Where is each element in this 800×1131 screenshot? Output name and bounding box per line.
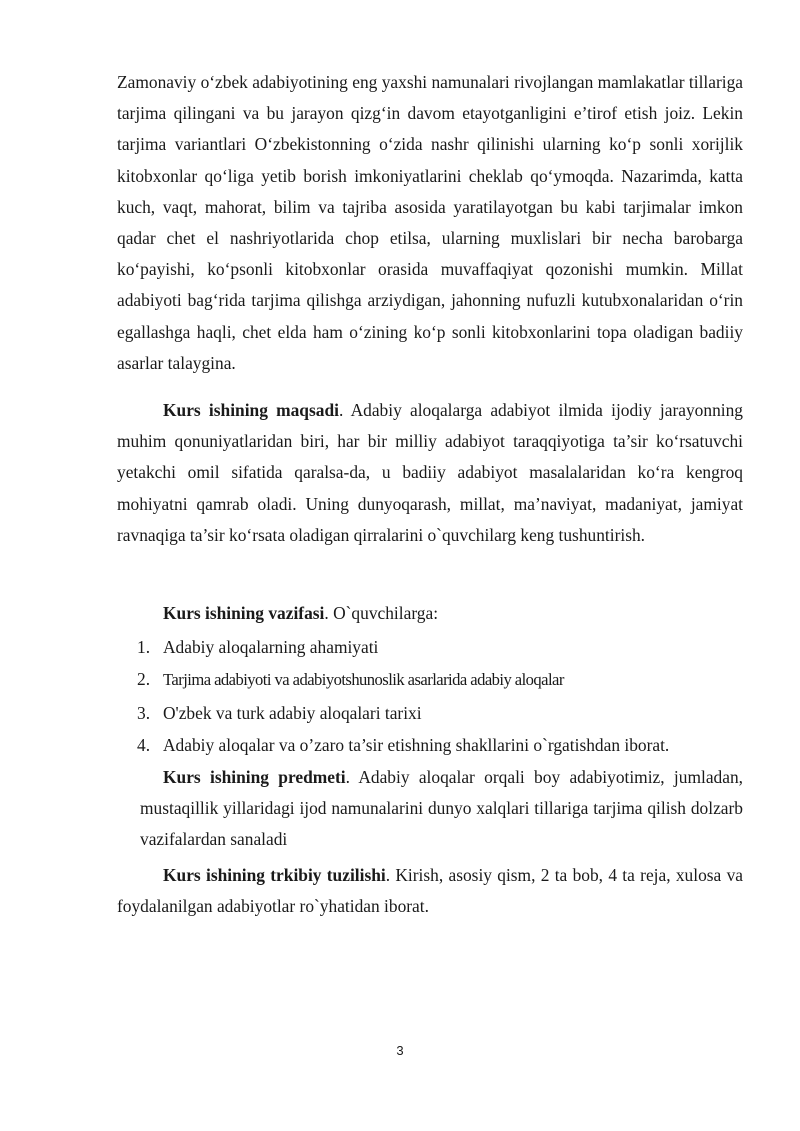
intro-paragraph: Zamonaviy o‘zbek adabiyotining eng yaxshi namunalari rivojlangan mamlakatlar tillariga tarjima qilingani va bu jarayon qizg‘in davom etayotganligini e’tirof etish joiz. Lekin tarjima variantlari O‘zbekistonning o‘zida nashr qilinishi ularning ko‘p sonli xorijlik kitobxonlar qo‘liga yetib borish imkoniyatlarini cheklab qo‘ymoqda. Nazarimda, katta kuch, vaqt, mahorat, bilim va tajriba asosida yaratilayotgan bu kabi tarjimalar imkon qadar chet el nashriyotlarida chop etilsa, ularning muxlislari bir necha barobarga ko‘payishi, ko‘psonli kitobxonlar orasida muvaffaqiyat qozonishi mumkin. Millat adabiyoti bag‘rida tarjima qilishga arziydigan, jahonning nufuzli kutubxonalaridan o‘rin egallashga haqli, chet elda ham o‘zining ko‘p sonli kitobxonlarini topa oladigan badiiy asarlar talaygina. <box>117 72 743 373</box>
list-item <box>117 697 743 729</box>
list-item <box>117 663 743 696</box>
structure-paragraph <box>117 860 743 922</box>
list-item <box>117 729 743 761</box>
subject-paragraph <box>140 762 743 856</box>
page-number: 3 <box>396 1043 404 1058</box>
subject-text: . Adabiy aloqalar orqali boy adabiyotimiz, jumladan, mustaqillik yillaridagi ijod namunalarini dunyo xalqlari tillariga tarjima qilish dolzarb vazifalardan sanaladi <box>140 767 743 850</box>
list-item-number: 2. <box>137 669 151 690</box>
tasks-heading: Kurs ishining vazifasi <box>163 603 325 623</box>
structure-text: . Kirish, asosiy qism, 2 ta bob, 4 ta reja, xulosa va foydalanilgan adabiyotlar ro`yhatidan iborat. <box>117 865 743 917</box>
goal-text: . Adabiy aloqalarga adabiyot ilmida ijodiy jarayonning muhim qonuniyatlaridan biri, har bir milliy adabiyot taraqqiyotiga ta’sir ko‘rsatuvchi yetakchi omil sifatida qaralsa-da, u badiiy adabiyot masalalaridan ko‘ra kengroq mohiyatni qamrab oladi. Uning dunyoqarash, millat, ma’naviyat, madaniyat, jamiyat ravnaqiga ta’sir ko‘rsata oladigan qirralarini o`quvchilarg keng tushuntirish. <box>117 400 743 545</box>
list-item-text: Adabiy aloqalarning ahamiyati <box>163 637 379 657</box>
tasks-text: . O`quvchilarga: <box>324 603 439 623</box>
list-item-text: O'zbek va turk adabiy aloqalari tarixi <box>163 702 422 723</box>
list-item-text: Tarjima adabiyoti va adabiyotshunoslik asarlarida adabiy aloqalar <box>163 670 564 690</box>
list-item <box>117 631 743 663</box>
list-item-number: 4. <box>137 735 151 756</box>
structure-heading: Kurs ishining trkibiy tuzilishi <box>163 865 386 885</box>
list-item-number: 1. <box>137 637 151 657</box>
subject-heading: Kurs ishining predmeti <box>163 767 346 787</box>
tasks-list <box>117 631 743 762</box>
goal-heading: Kurs ishining maqsadi <box>163 400 339 420</box>
list-item-text: Adabiy aloqalar va o’zaro ta’sir etishning shakllarini o`rgatishdan iborat. <box>163 735 670 756</box>
tasks-paragraph <box>117 598 743 629</box>
list-item-number: 3. <box>137 702 151 723</box>
goal-paragraph <box>117 395 743 551</box>
